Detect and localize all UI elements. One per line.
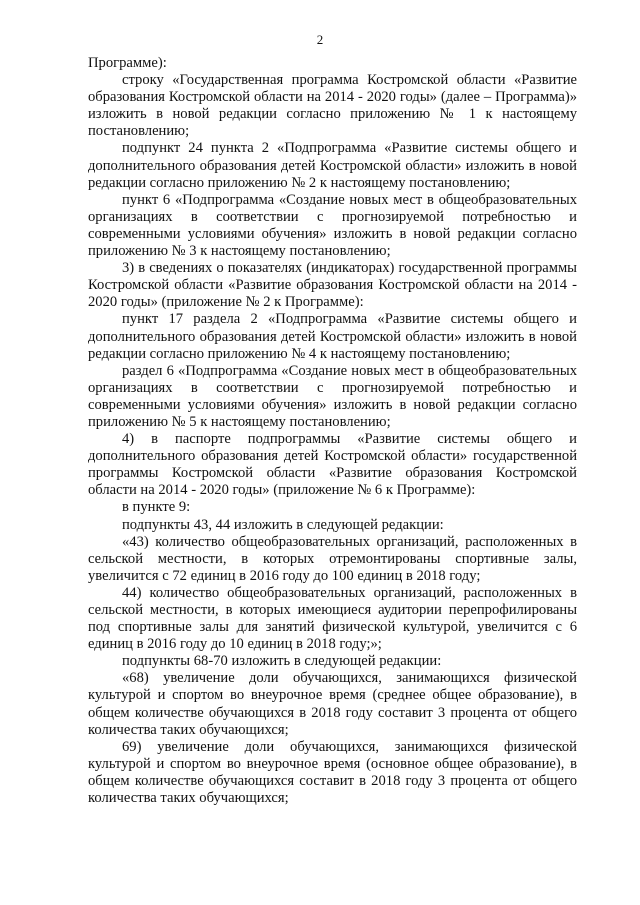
paragraph: в пункте 9: — [122, 499, 191, 516]
paragraph: раздел 6 «Подпрограмма «Создание новых мест в общеобразовательных организациях в соответствии с прогнозируемой потребностью и современными условиями обучения» изложить в новой редакции согласно приложению № 5 к настоящему постановлению; — [88, 362, 577, 430]
paragraph: «43) количество общеобразовательных организаций, расположенных в сельской местности, в которых отремонтированы спортивные залы, увеличится с 72 единиц в 2016 году до 100 единиц в 2018 году; — [88, 533, 577, 584]
paragraph: «68) увеличение доли обучающихся, занимающихся физической культурой и спортом во внеурочное время (среднее общее образование), в общем количестве обучающихся в 2018 году составит 3 процента от общего количества таких обучающихся; — [88, 670, 577, 738]
paragraph: 44) количество общеобразовательных организаций, расположенных в сельской местности, в которых имеющиеся аудитории перепрофилированы под спортивные залы для занятий физической культурой, увеличится с 6 единиц в 2016 году до 10 единиц в 2018 году;»; — [88, 584, 577, 653]
paragraph: строку «Государственная программа Костромской области «Развитие образования Костромской области на 2014 - 2020 годы» (далее – Программа)» изложить в новой редакции согласно приложению № 1 к настоящему постановлению; — [88, 72, 577, 140]
paragraph: подпункт 24 пункта 2 «Подпрограмма «Развитие системы общего и дополнительного образования детей Костромской области» изложить в новой редакции согласно приложению № 2 к настоящему постановлению; — [88, 140, 577, 191]
paragraph: подпункты 43, 44 изложить в следующей редакции: — [122, 516, 444, 533]
paragraph: подпункты 68-70 изложить в следующей редакции: — [122, 653, 442, 670]
document-body — [88, 55, 577, 807]
paragraph: 4) в паспорте подпрограммы «Развитие системы общего и дополнительного образования детей Костромской области» государственной программы Костромской области «Развитие образования Костромской области на 2014 - 2020 годы» (приложение № 6 к Программе): — [88, 431, 577, 499]
paragraph: пункт 17 раздела 2 «Подпрограмма «Развитие системы общего и дополнительного образования детей Костромской области» изложить в новой редакции согласно приложению № 4 к настоящему постановлению; — [88, 311, 577, 362]
paragraph: Программе): — [88, 55, 167, 71]
paragraph: 3) в сведениях о показателях (индикаторах) государственной программы Костромской области «Развитие образования Костромской области на 2014 - 2020 годы» (приложение № 2 к Программе): — [88, 260, 577, 311]
paragraph: пункт 6 «Подпрограмма «Создание новых мест в общеобразовательных организациях в соответствии с прогнозируемой потребностью и современными условиями обучения» изложить в новой редакции согласно приложению № 3 к настоящему постановлению; — [88, 191, 577, 260]
page-number: 2 — [316, 32, 324, 47]
paragraph: 69) увеличение доли обучающихся, занимающихся физической культурой и спортом во внеурочное время (основное общее образование), в общем количестве обучающихся составит в 2018 году 3 процента от общего количества таких обучающихся; — [88, 738, 577, 807]
